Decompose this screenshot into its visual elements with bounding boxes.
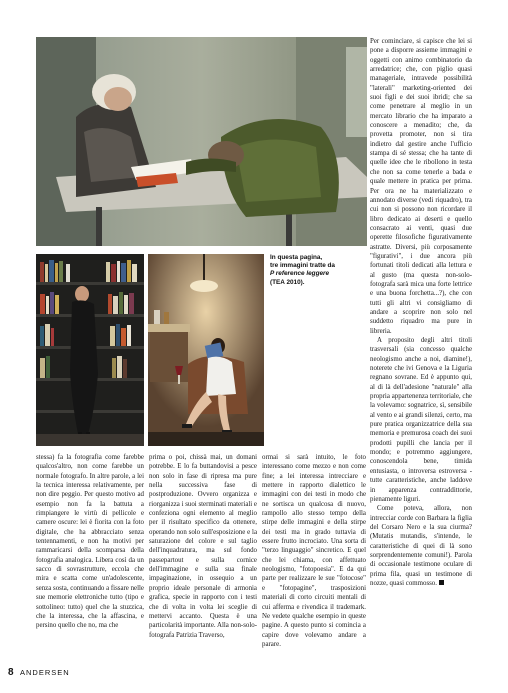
photo-bookshelf-woman bbox=[36, 254, 144, 446]
paragraph: Come poteva, allora, non intrecciar corde con Barbara la figlia del Corsaro Nero e la sua ciurma? (Mutatis mutandis, s'intende, le caratteristiche di quei di là sono sorprendentemente comuni!). Parola di occasionale testimone oculare di prima fila, quasi un testimone di nozze, quasi commosso. bbox=[370, 505, 472, 587]
photo-library-sleepers-art bbox=[36, 37, 367, 246]
photo-caption bbox=[270, 254, 362, 287]
photo-reading-armchair bbox=[148, 254, 264, 446]
text-column-1 bbox=[36, 453, 144, 659]
caption-book-title: P reference leggere bbox=[270, 270, 330, 278]
caption-line-2: tre immagini tratte da bbox=[270, 262, 335, 270]
magazine-name: ANDERSEN bbox=[20, 668, 70, 677]
paragraph: prima o poi, chissà mai, un domani potrebbe. E lo fa buttandovisi a pesce non solo in fase di ripresa ma pure nella successiva fase di postproduzione. Ovvero organizza e riorganizza i suoi sterminati materiali e confeziona ogni elemento al meglio per il risultato specifico da ottenere, operando non solo sull'esposizione e la saturazione del colore e sul taglio dell'inquadratura, ma sul fondo passepartout e sulla cornice dell'immagine e sulla sua finale impaginazione, in ossequio a un proprio ideale personale di armonia grafica, specie in rapporto con i testi che di volta in volta lei sceglie di mettervi accanto. Questa è una particolarità importante. Alla non-solo-fotografa Patrizia Traverso, bbox=[149, 454, 257, 639]
paragraph: stessa) fa la fotografia come farebbe qualcos'altro, non come farebbe un normale fotografo. In altre parole, a lei la tecnica interessa relativamente, per non dire peggio. Per questo motivo ad esempio non fa la battuta a rimpiangere le virtù di pellicole e camere oscure: lei è fiorita con la foto digitale, che ha abbracciato senza tentennamenti, e non ha motivi per rammaricarsi della scomparsa della fotografia analogica. Libera così da un sacco di sovrastrutture, eccola che mira e scatta come un'adolescente, senza sosta, continuando a fissare nelle sue memorie elettroniche tutto (tipo e sottolineo: tutto) quel che la stuzzica, che la interessa, che la affascina, e persino quello che no, ma che bbox=[36, 454, 144, 630]
caption-line-1: In questa pagina, bbox=[270, 254, 323, 261]
text-column-right bbox=[370, 37, 472, 657]
text-column-3 bbox=[262, 453, 366, 659]
paragraph: Per cominciare, si capisce che lei si pone a disporre assieme immagini e oggetti con animo combinatorio da arredatrice; che, con piglio quasi manageriale, intravede possibilità "laterali" marketing-oriented dei suoi figli e dei suoi ibridi; che sa come penetrare al meglio in un mercato librario che ha imparato a conoscere a menadito; che, da provetta promoter, non si tira indietro dal gestire anche l'ufficio stampa di sé stessa; che ha tante di quelle idee che le ribollono in testa che non sa come tenerle a bada e quale mettere in pratica per prima. Per ora ne ha materializzato e annodato diverse (vedi riquadro), tra cui non si possono non ricordare il libro dedicato ai deserti e quello consacrato ai venti, quasi due operette filosofiche figurativamente astratte. Diversi, più corposamente "figurativi", i due ancora più fortunati titoli dedicati alla lettura e al gusto (ma questa non-solo-fotografa sarà mica una forte lettrice e una buona forchetta...?), che con tutti gli altri vi consigliamo di andare a scoprire non solo nel suddetto riquadro ma pure in libreria. bbox=[370, 38, 472, 335]
caption-publisher: (TEA 2010). bbox=[270, 278, 305, 286]
photo-bookshelf-woman-art bbox=[36, 254, 144, 446]
paragraph: A proposito degli altri titoli trasversali (sia concesso qualche neologismo anche a noi, diamine!), noterete che ivi Genova e la Liguria regnano sovrane. Ed è appunto qui, al di là dell'adesione "naturale" alla propria appartenenza territoriale, che la volevamo: sognatrice, sì, sensibile al vento e ai grandi silenzi, certo, ma pure pratica organizzatrice della sua memoria e premurosa coach dei suoi prodotti pupilli che lancia per il mondo; e potremmo aggiungere, conoscendola bene, timida entusiasta, o introversa estroversa - tutte caratteristiche, anche laddove in apparenza contraddittorie, pienamente liguri. bbox=[370, 337, 472, 503]
end-of-article-square-icon bbox=[439, 580, 444, 585]
page-number: 8 bbox=[8, 667, 14, 678]
photo-reading-armchair-art bbox=[148, 254, 264, 446]
paragraph: ormai si sarà intuito, le foto interessano come mezzo e non come fine; a lei interessa intrecciare e mettere in rapporto dialettico le immagini con dei testi in modo che ne sortisca un qualcosa di nuovo, rampollo allo stesso tempo della stirpe delle immagini e della stirpe dei testi ma in grado tuttavia di essere frutto incrociato. Una sorta di "terzo linguaggio" sincretico. E quel che lei chiama, con affettuato neologismo, "fotopoesia". E da qui parte per realizzare le sue "fotocose" e "fotopagine", trasposizioni materiali di corto circuiti mentali di cui afferma e rivendica il trademark. Ne vedete qualche esempio in queste pagine. A questo punto si comincia a capire dove volevamo andare a parare. bbox=[262, 454, 366, 648]
text-column-2 bbox=[149, 453, 257, 659]
photo-library-sleepers bbox=[36, 37, 367, 246]
